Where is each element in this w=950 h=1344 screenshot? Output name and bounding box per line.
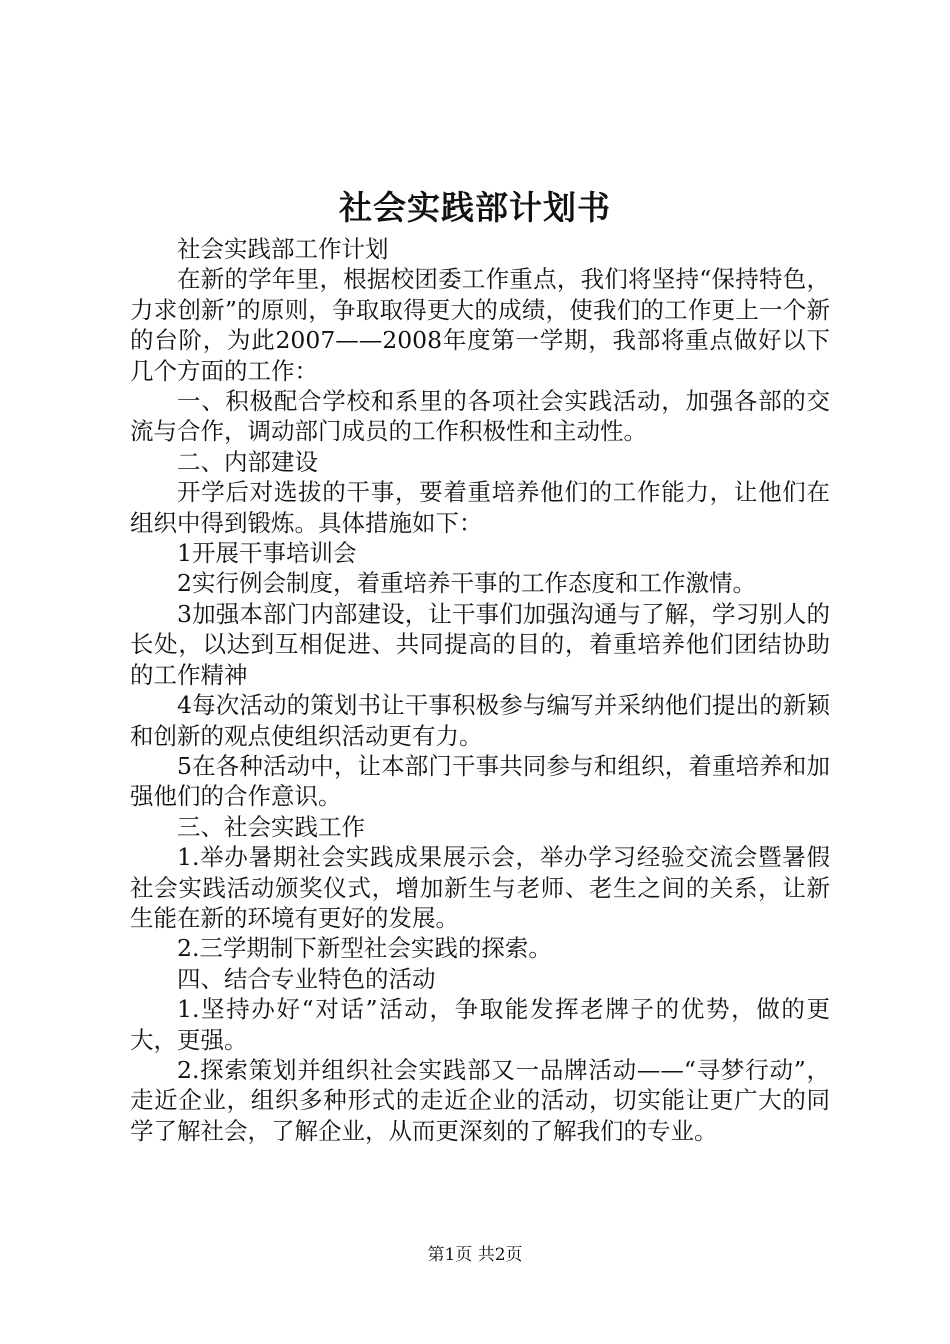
paragraph-item: 2.三学期制下新型社会实践的探索。	[177, 934, 552, 963]
paragraph-item: 5在各种活动中，让本部门干事共同参与和组织，着重培养和加强他们的合作意识。	[130, 751, 830, 811]
paragraph-section-4-heading: 四、结合专业特色的活动	[177, 964, 436, 993]
paragraph-item: 1开展干事培训会	[177, 539, 357, 568]
document-title: 社会实践部计划书	[339, 188, 611, 227]
paragraph-item: 2实行例会制度，着重培养干事的工作态度和工作激情。	[177, 569, 756, 598]
paragraph-section-1: 一、积极配合学校和系里的各项社会实践活动，加强各部的交流与合作，调动部门成员的工作积极性和主动性。	[130, 387, 830, 446]
paragraph-item: 1.坚持办好“对话”活动，争取能发挥老牌子的优势，做的更大，更强。	[130, 995, 830, 1054]
paragraph-item: 2.探索策划并组织社会实践部又一品牌活动——“寻梦行动”，走近企业，组织多种形式的走近企业的活动，切实能让更广大的同学了解社会，了解企业，从而更深刻的了解我们的专业。	[130, 1055, 830, 1145]
document-body	[130, 234, 830, 1146]
paragraph-heading: 社会实践部工作计划	[177, 235, 389, 263]
paragraph-item: 1.举办暑期社会实践成果展示会，举办学习经验交流会暨暑假社会实践活动颁奖仪式，增加新生与老师、老生之间的关系，让新生能在新的环境有更好的发展。	[130, 843, 830, 932]
paragraph-section-3-heading: 三、社会实践工作	[177, 812, 365, 841]
page-footer: 第1页 共2页	[427, 1245, 523, 1265]
paragraph-section-2-heading: 二、内部建设	[177, 447, 318, 476]
paragraph-item: 3加强本部门内部建设，让干事们加强沟通与了解，学习别人的长处，以达到互相促进、共同提高的目的，着重培养他们团结协助的工作精神	[130, 599, 830, 689]
paragraph-intro: 在新的学年里，根据校团委工作重点，我们将坚持“保持特色，力求创新”的原则，争取取得更大的成绩，使我们的工作更上一个新的台阶，为此2007——2008年度第一学期，我部将重点做好以下几个方面的工作：	[130, 265, 830, 385]
paragraph-item: 4每次活动的策划书让干事积极参与编写并采纳他们提出的新颖和创新的观点使组织活动更有力。	[130, 691, 830, 750]
paragraph-section-2-intro: 开学后对选拔的干事，要着重培养他们的工作能力，让他们在组织中得到锻炼。具体措施如下：	[130, 478, 830, 537]
